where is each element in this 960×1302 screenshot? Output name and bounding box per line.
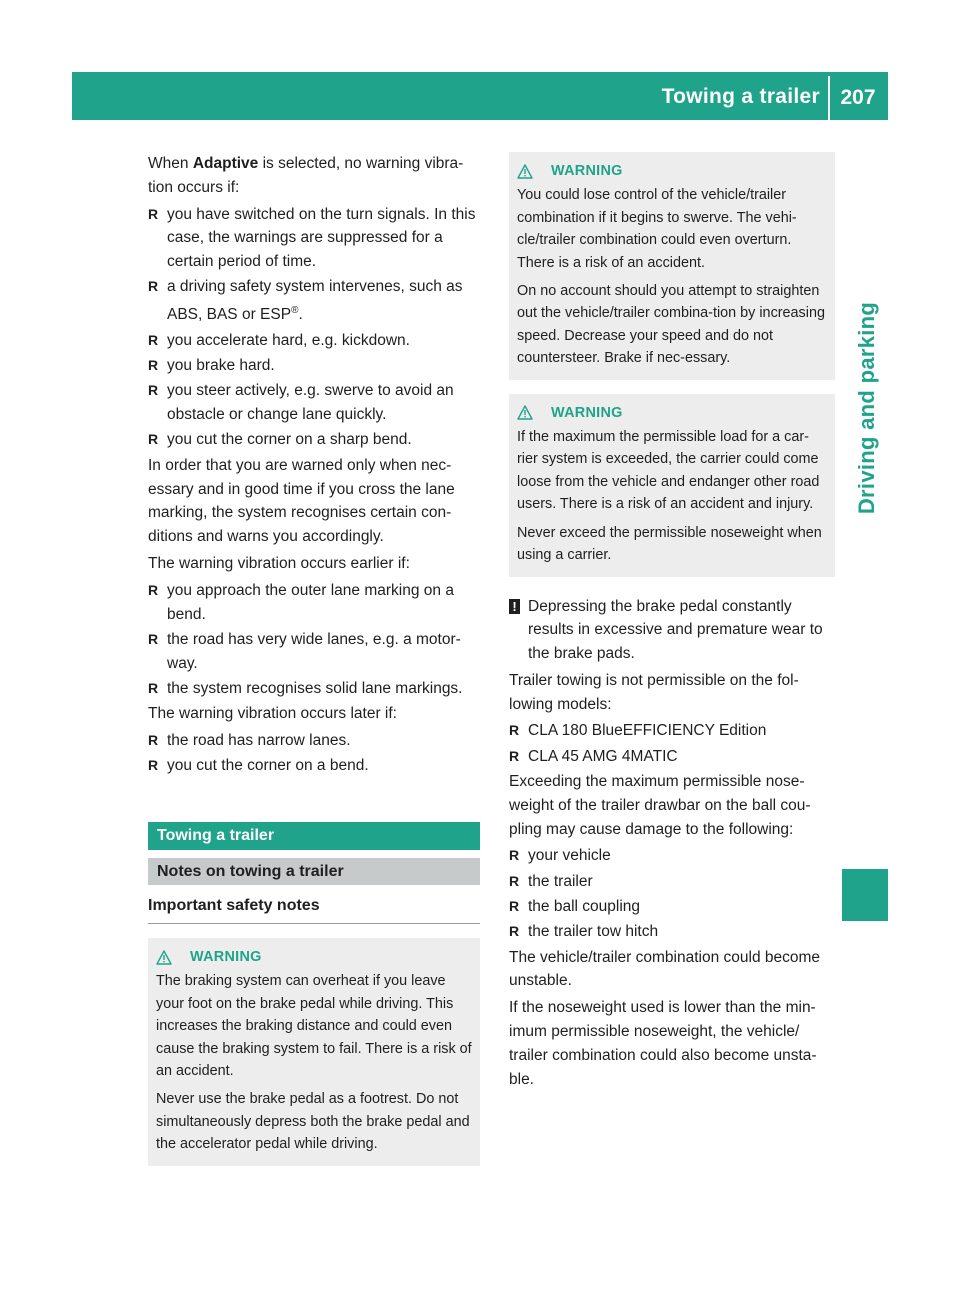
list-item: R you have switched on the turn signals. In this case, the warnings are suppressed for a certain period of time. — [148, 205, 476, 271]
warning-title: WARNING — [551, 404, 623, 421]
header-divider — [828, 76, 830, 120]
warning-title: WARNING — [190, 948, 262, 965]
warning-box — [148, 938, 480, 1166]
warning-triangle-icon — [517, 164, 533, 179]
list-item: R you cut the corner on a bend. — [148, 757, 369, 775]
warning-box — [509, 394, 835, 577]
paragraph: Exceeding the maximum permissible nose-weight of the trailer drawbar on the ball cou-pling may cause damage to the following: — [509, 773, 811, 838]
warning-triangle-icon — [156, 950, 172, 965]
list-item: R CLA 180 BlueEFFICIENCY Edition — [509, 722, 767, 740]
paragraph: If the noseweight used is lower than the min-imum permissible noseweight, the vehicle/ trailer combination could also become unsta-ble. — [509, 999, 817, 1088]
warning-title: WARNING — [551, 163, 623, 179]
list-item: R the trailer tow hitch — [509, 923, 659, 941]
list-item: R the road has very wide lanes, e.g. a motor-way. — [148, 630, 461, 672]
sub-heading: Important safety notes — [148, 894, 480, 924]
left-column — [148, 152, 480, 1166]
list-item: R CLA 45 AMG 4MATIC — [509, 747, 678, 765]
paragraph: The warning vibration occurs later if: — [148, 705, 397, 723]
warning-text: If the maximum the permissible load for a car-rier system is exceeded, the carrier could come loose from the vehicle and endanger other road users. There is a risk of an accident and injury. — [517, 429, 820, 513]
paragraph: In order that you are warned only when nec-essary and in good time if you cross the lane marking, the system recognises certain con-ditions and warns you accordingly. — [148, 456, 455, 546]
section-heading: Towing a trailer — [148, 822, 480, 850]
warning-box — [509, 152, 835, 380]
chapter-tab-marker — [842, 869, 888, 921]
list-item: R the trailer — [509, 872, 593, 890]
list-item: R the ball coupling — [509, 898, 641, 916]
exclamation-icon: ! — [509, 599, 520, 614]
page-number: 207 — [840, 86, 876, 109]
warning-text: On no account should you attempt to straighten out the vehicle/trailer combina-tion by increasing speed. Decrease your speed and do not countersteer. Brake if nec-essary. — [517, 283, 825, 367]
paragraph: Trailer towing is not permissible on the fol-lowing models: — [509, 671, 799, 713]
intro-paragraph: When Adaptive is selected, no warning vibra-tion occurs if: — [148, 155, 464, 196]
list-item: R you cut the corner on a sharp bend. — [148, 431, 412, 449]
warning-text: Never use the brake pedal as a footrest. Do not simultaneously depress both the brake pedal and the accelerator pedal while driving. — [156, 1091, 470, 1153]
list-item: R you brake hard. — [148, 357, 275, 375]
paragraph: The warning vibration occurs earlier if: — [148, 554, 410, 572]
list-item: R you accelerate hard, e.g. kickdown. — [148, 331, 410, 349]
warning-triangle-icon — [517, 405, 533, 420]
header-title: Towing a trailer — [661, 85, 820, 108]
chapter-tab-label — [842, 258, 892, 558]
right-column — [509, 152, 835, 1094]
adaptive-setting: Adaptive — [192, 155, 259, 172]
damage-note: ! Depressing the brake pedal constantly results in excessive and premature wear to the brake pads. — [509, 595, 835, 666]
warning-text: You could lose control of the vehicle/trailer combination if it begins to swerve. The vehi-cle/trailer combination could even overturn. There is a risk of an accident. — [517, 187, 797, 271]
list-item: R you steer actively, e.g. swerve to avoid an obstacle or change lane quickly. — [148, 382, 454, 424]
chapter-title: Driving and parking — [854, 301, 880, 515]
registered-mark: ® — [291, 305, 299, 317]
list-item: R your vehicle — [509, 847, 611, 865]
page-header — [72, 72, 888, 120]
warning-text: Never exceed the permissible noseweight when using a carrier. — [517, 524, 822, 564]
warning-text: The braking system can overheat if you leave your foot on the brake pedal while driving. This increases the braking distance and could even cause the braking system to fail. There is a risk of an accident. — [156, 973, 472, 1079]
paragraph: The vehicle/trailer combination could become unstable. — [509, 948, 821, 990]
subsection-heading: Notes on towing a trailer — [148, 858, 480, 885]
list-item: R you approach the outer lane marking on a bend. — [148, 581, 454, 623]
list-item: R the system recognises solid lane markings. — [148, 679, 463, 697]
list-item: R the road has narrow lanes. — [148, 731, 351, 749]
list-item: R a driving safety system intervenes, such as ABS, BAS or ESP®. — [148, 278, 463, 324]
